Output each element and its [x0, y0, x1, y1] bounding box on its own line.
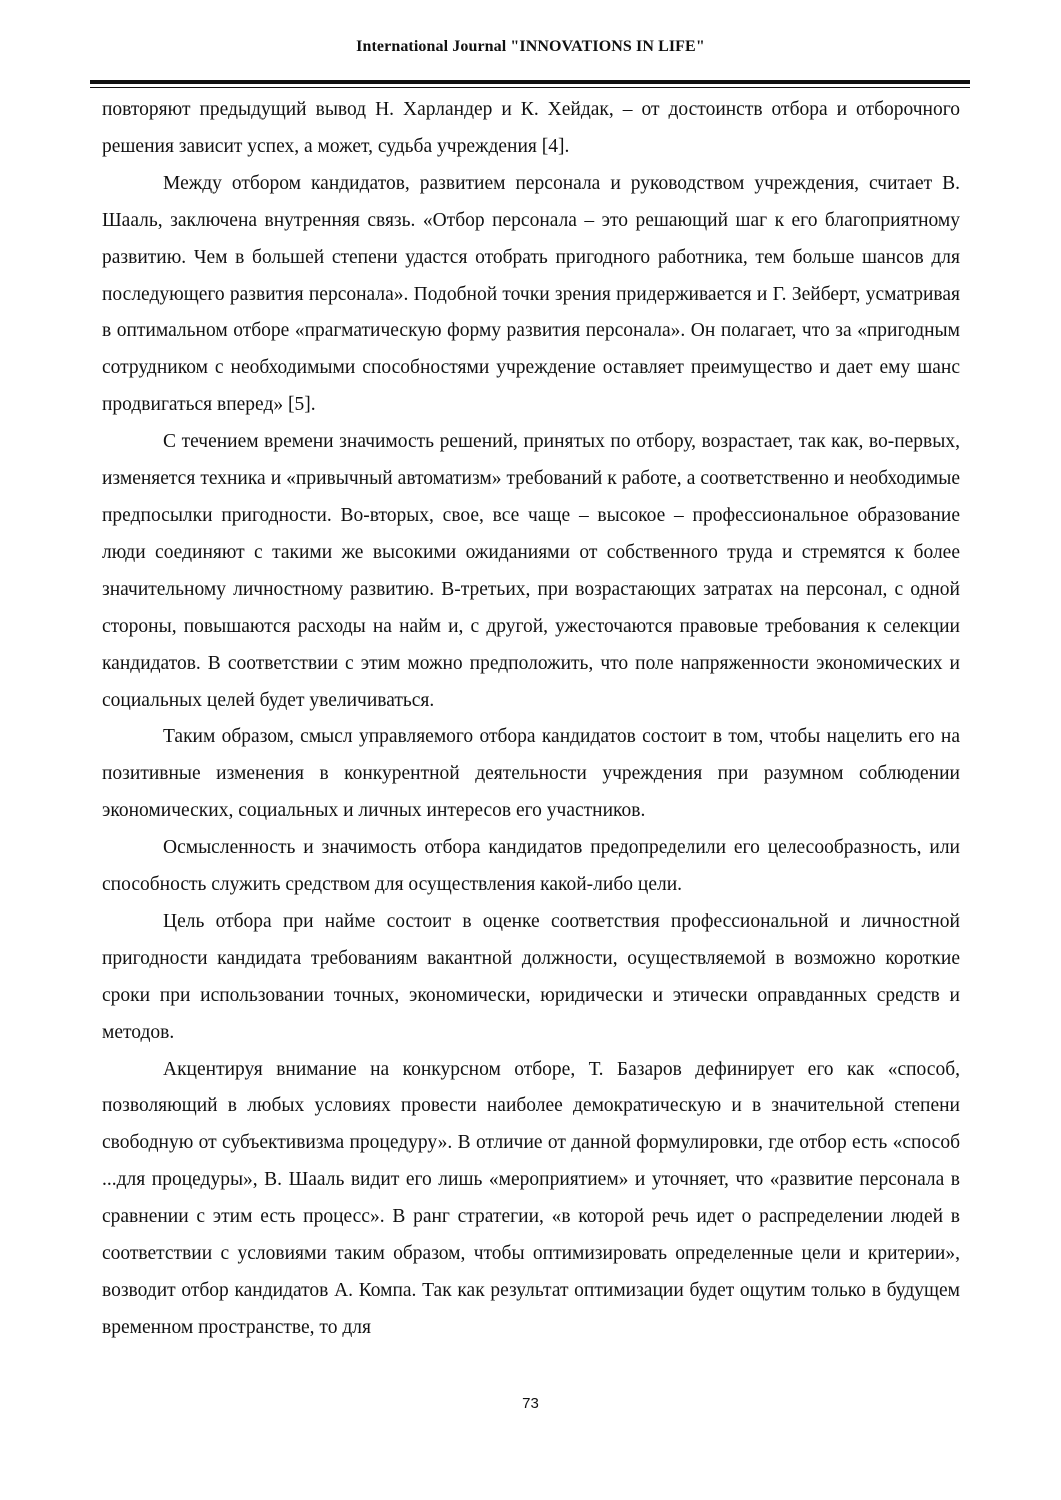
- paragraph: Акцентируя внимание на конкурсном отборе, Т. Базаров дефинирует его как «способ, позволяющий в любых условиях провести наиболее демократическую и в значительной степени свободную от субъективизма процедуру». В отличие от данной формулировки, где отбор есть «способ ...для процедуры», В. Шааль видит его лишь «мероприятием» и уточняет, что «развитие персонала в сравнении с этим есть процесс». В ранг стратегии, «в которой речь идет о распределении людей в соответствии с условиями таким образом, чтобы оптимизировать определенные цели и критерии», возводит отбор кандидатов А. Компа. Так как результат оптимизации будет ощутим только в будущем временном пространстве, то для: [102, 1058, 960, 1338]
- paragraph: Цель отбора при найме состоит в оценке соответствия профессиональной и личностной пригодности кандидата требованиям вакантной должности, осуществляемой в возможно короткие сроки при использовании точных, экономически, юридически и этически оправданных средств и методов.: [102, 910, 960, 1043]
- paragraph-continuation: повторяют предыдущий вывод Н. Харландер и К. Хейдак, – от достоинств отбора и отборочного решения зависит успех, а может, судьба учреждения [4].: [102, 99, 960, 157]
- article-body: [102, 92, 960, 1347]
- journal-header-title: International Journal "INNOVATIONS IN LIFE": [356, 38, 705, 55]
- paragraph: Между отбором кандидатов, развитием персонала и руководством учреждения, считает В. Шааль, заключена внутренняя связь. «Отбор персонала – это решающий шаг к его благоприятному развитию. Чем в большей степени удастся отобрать пригодного работника, тем больше шансов для последующего развития персонала». Подобной точки зрения придерживается и Г. Зейберт, усматривая в оптимальном отборе «прагматическую форму развития персонала». Он полагает, что за «пригодным сотрудником с необходимыми способностями учреждение оставляет преимущество и дает ему шанс продвигаться вперед» [5].: [102, 172, 960, 416]
- header-rule-thick: [90, 80, 970, 84]
- page-number: 73: [522, 1395, 539, 1412]
- paragraph: Таким образом, смысл управляемого отбора кандидатов состоит в том, чтобы нацелить его на позитивные изменения в конкурентной деятельности учреждения при разумном соблюдении экономических, социальных и личных интересов его участников.: [102, 726, 960, 822]
- paragraph: Осмысленность и значимость отбора кандидатов предопределили его целесообразность, или способность служить средством для осуществления какой-либо цели.: [102, 837, 960, 896]
- header-rule-thin: [90, 87, 970, 88]
- paragraph: С течением времени значимость решений, принятых по отбору, возрастает, так как, во-первых, изменяется техника и «привычный автоматизм» требований к работе, а соответственно и необходимые предпосылки пригодности. Во-вторых, свое, все чаще – высокое – профессиональное образование люди соединяют с такими же высокими ожиданиями от собственного труда и стремятся к более значительному личностному развитию. В-третьих, при возрастающих затратах на персонал, с одной стороны, повышаются расходы на найм и, с другой, ужесточаются правовые требования к селекции кандидатов. В соответствии с этим можно предположить, что поле напряженности экономических и социальных целей будет увеличиваться.: [102, 431, 960, 711]
